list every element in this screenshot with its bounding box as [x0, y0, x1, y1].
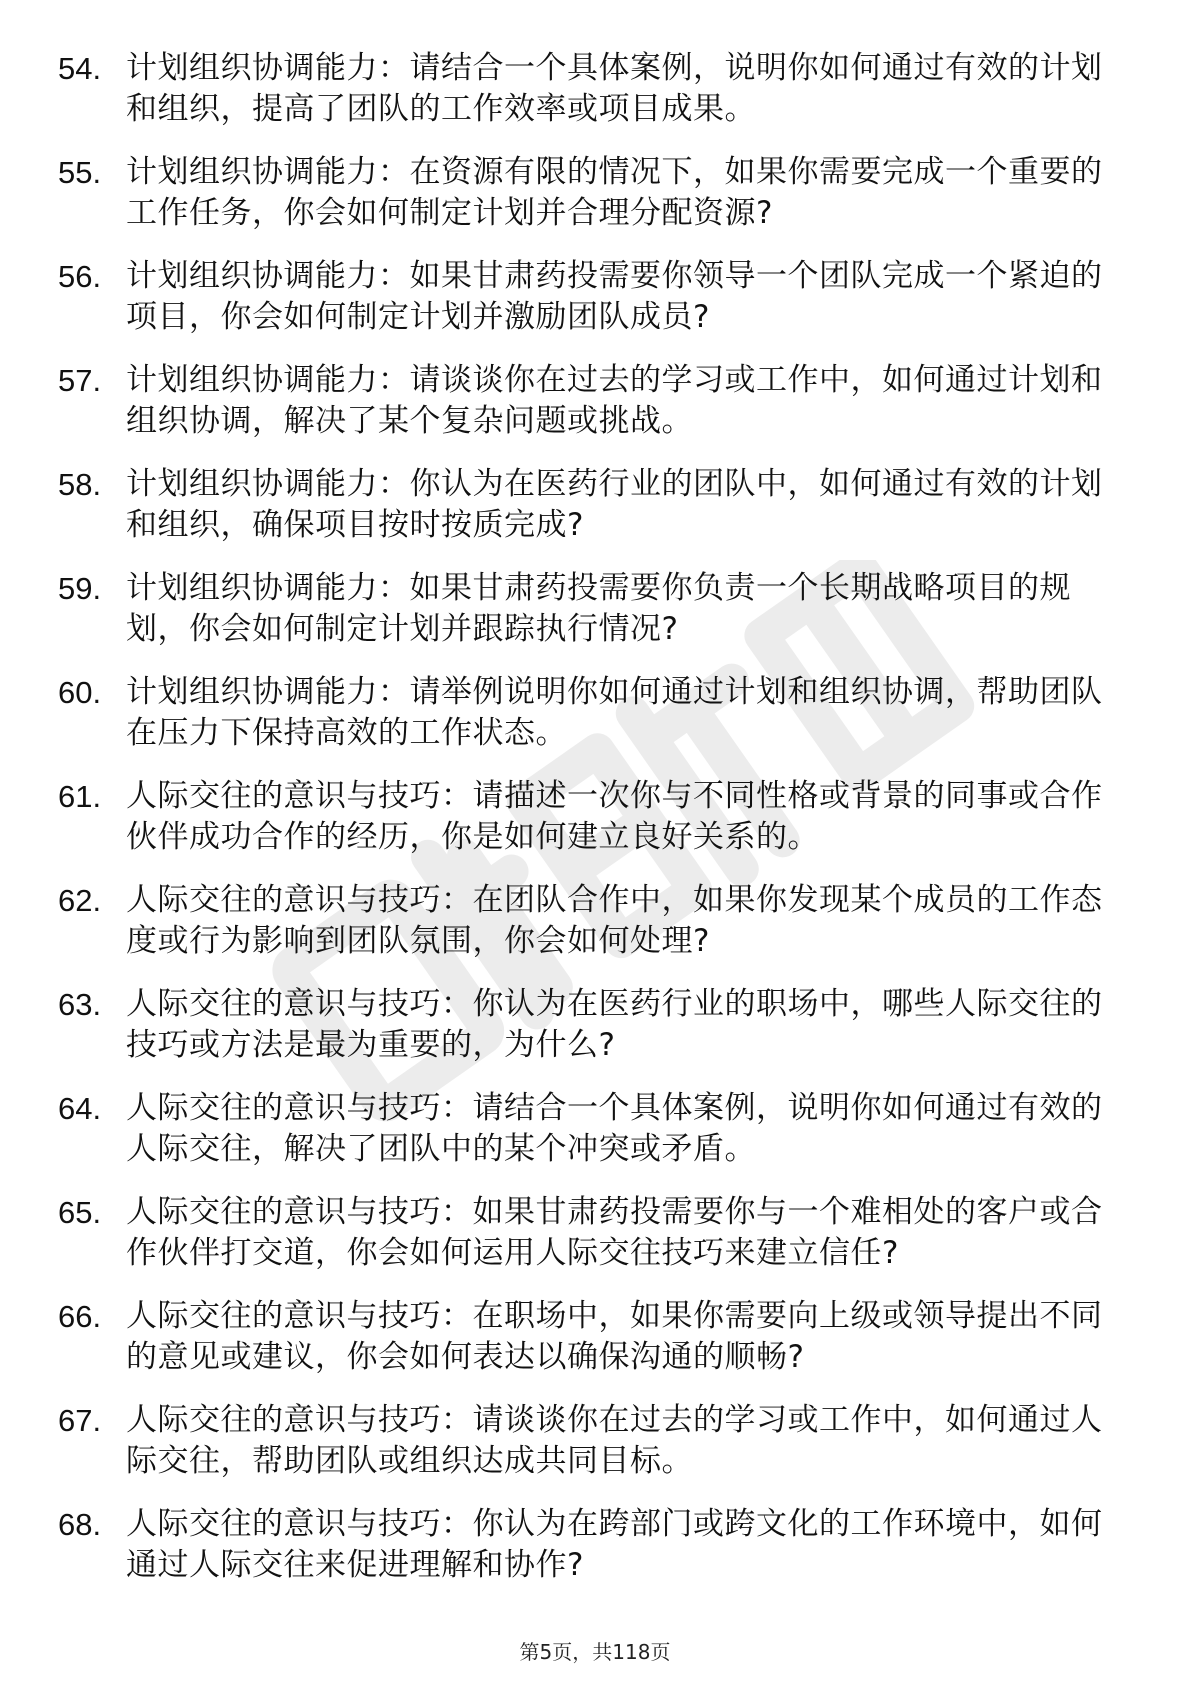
- question-item: [58, 464, 1118, 546]
- question-number: 67.: [58, 1403, 102, 1438]
- question-item: [58, 672, 1118, 754]
- question-text: 人际交往的意识与技巧：如果甘肃药投需要你与一个难相处的客户或合作伙伴打交道，你会如何运用人际交往技巧来建立信任?: [126, 1194, 1103, 1271]
- question-item: [58, 776, 1118, 858]
- question-text: 计划组织协调能力：如果甘肃药投需要你领导一个团队完成一个紧迫的项目，你会如何制定计划并激励团队成员?: [126, 258, 1103, 335]
- question-number: 64.: [58, 1091, 102, 1126]
- question-item: [58, 360, 1118, 442]
- question-number: 58.: [58, 467, 102, 502]
- question-text: 人际交往的意识与技巧：在团队合作中，如果你发现某个成员的工作态度或行为影响到团队氛围，你会如何处理?: [126, 882, 1103, 959]
- page-footer: [0, 1640, 1190, 1664]
- question-item: [58, 1504, 1118, 1586]
- question-item: [58, 256, 1118, 338]
- question-text: 人际交往的意识与技巧：请谈谈你在过去的学习或工作中，如何通过人际交往，帮助团队或组织达成共同目标。: [126, 1402, 1103, 1479]
- page-number-label: 第5页，共118页: [519, 1640, 671, 1664]
- question-number: 66.: [58, 1299, 102, 1334]
- question-number: 57.: [58, 363, 102, 398]
- question-text: 计划组织协调能力：你认为在医药行业的团队中，如何通过有效的计划和组织，确保项目按时按质完成?: [126, 466, 1103, 543]
- question-text: 人际交往的意识与技巧：请结合一个具体案例，说明你如何通过有效的人际交往，解决了团队中的某个冲突或矛盾。: [126, 1090, 1103, 1167]
- question-item: [58, 880, 1118, 962]
- question-text: 计划组织协调能力：请举例说明你如何通过计划和组织协调，帮助团队在压力下保持高效的工作状态。: [126, 674, 1103, 751]
- question-number: 59.: [58, 571, 102, 606]
- question-text: 人际交往的意识与技巧：你认为在医药行业的职场中，哪些人际交往的技巧或方法是最为重要的，为什么?: [126, 986, 1103, 1063]
- question-number: 54.: [58, 51, 102, 86]
- question-text: 人际交往的意识与技巧：在职场中，如果你需要向上级或领导提出不同的意见或建议，你会如何表达以确保沟通的顺畅?: [126, 1298, 1103, 1375]
- question-number: 55.: [58, 155, 102, 190]
- question-text: 计划组织协调能力：在资源有限的情况下，如果你需要完成一个重要的工作任务，你会如何制定计划并合理分配资源?: [126, 154, 1103, 231]
- question-text: 人际交往的意识与技巧：你认为在跨部门或跨文化的工作环境中，如何通过人际交往来促进理解和协作?: [126, 1506, 1103, 1583]
- question-item: [58, 1400, 1118, 1482]
- question-item: [58, 568, 1118, 650]
- question-number: 60.: [58, 675, 102, 710]
- question-number: 61.: [58, 779, 102, 814]
- question-text: 人际交往的意识与技巧：请描述一次你与不同性格或背景的同事或合作伙伴成功合作的经历，你是如何建立良好关系的。: [126, 778, 1103, 855]
- question-list: [58, 48, 1118, 1608]
- question-item: [58, 1296, 1118, 1378]
- question-number: 62.: [58, 883, 102, 918]
- question-number: 63.: [58, 987, 102, 1022]
- question-number: 65.: [58, 1195, 102, 1230]
- question-number: 56.: [58, 259, 102, 294]
- question-number: 68.: [58, 1507, 102, 1542]
- question-item: [58, 48, 1118, 130]
- question-text: 计划组织协调能力：请谈谈你在过去的学习或工作中，如何通过计划和组织协调，解决了某个复杂问题或挑战。: [126, 362, 1103, 439]
- question-item: [58, 1192, 1118, 1274]
- question-item: [58, 1088, 1118, 1170]
- question-text: 计划组织协调能力：如果甘肃药投需要你负责一个长期战略项目的规划，你会如何制定计划并跟踪执行情况?: [126, 570, 1071, 647]
- question-item: [58, 984, 1118, 1066]
- question-text: 计划组织协调能力：请结合一个具体案例，说明你如何通过有效的计划和组织，提高了团队的工作效率或项目成果。: [126, 50, 1103, 127]
- question-item: [58, 152, 1118, 234]
